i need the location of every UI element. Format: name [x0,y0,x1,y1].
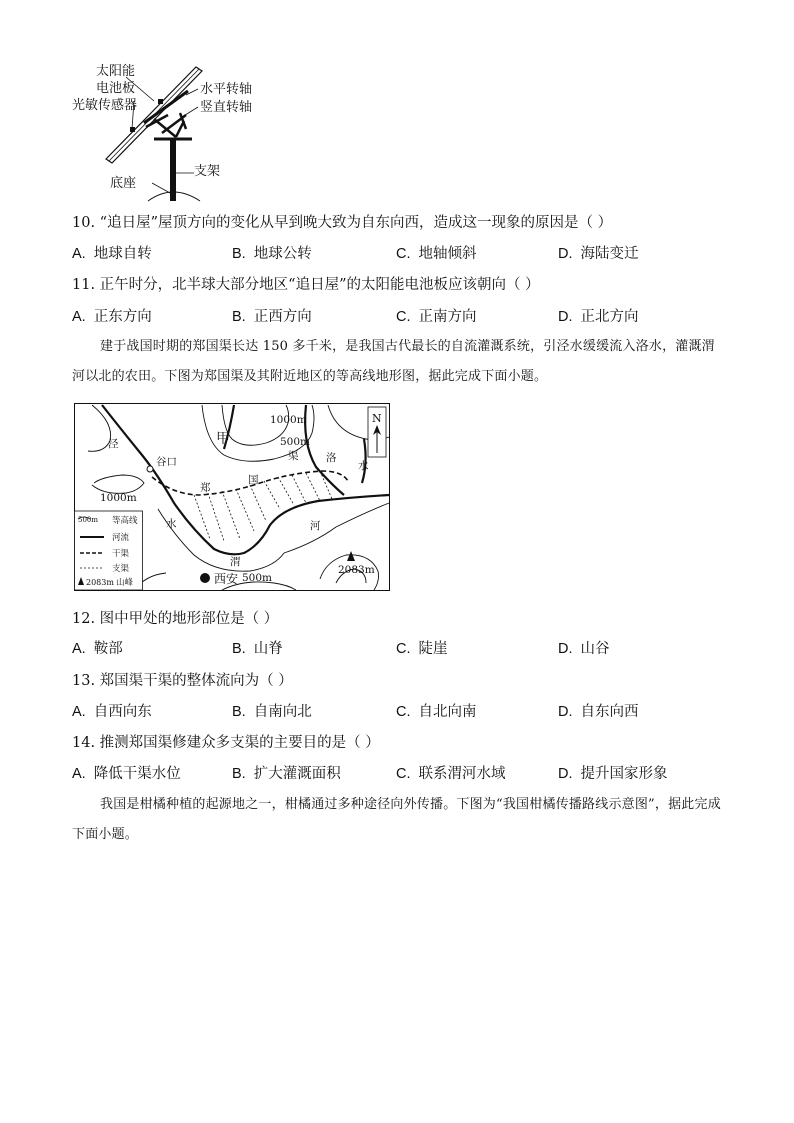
q13-option-a[interactable]: A. 自西向东 [72,704,152,720]
q12-option-c[interactable]: C. 陡崖 [396,641,448,657]
q13-option-d[interactable]: D. 自东向西 [558,704,639,720]
q12-option-d[interactable]: D. 山谷 [558,641,610,657]
q11-option-a[interactable]: A. 正东方向 [72,309,152,325]
q11-option-c[interactable]: C. 正南方向 [396,309,477,325]
sensor-label: 光敏传感器 [72,98,138,113]
contour-1000-top: 1000m [270,414,307,426]
q10-option-b[interactable]: B. 地球公转 [232,246,312,262]
shui-label-left: 水 [166,518,177,530]
q11-option-d[interactable]: D. 正北方向 [558,309,639,325]
contour-500-top: 500m [280,436,310,448]
valley-mouth-marker [147,466,153,472]
q10-option-d[interactable]: D. 海陆变迁 [558,246,639,262]
q14-option-b[interactable]: B. 扩大灌溉面积 [232,766,341,782]
xian-city-marker [200,573,210,583]
base-label: 底座 [110,176,137,191]
question-14-stem: 14. 推测郑国渠修建众多支渠的主要目的是（ ） [72,735,380,751]
q14-option-d[interactable]: D. 提升国家形象 [558,766,668,782]
guo-label: 国 [248,474,259,486]
question-11-stem: 11. 正午时分，北半球大部分地区“追日屋”的太阳能电池板应该朝向（ ） [72,277,540,293]
valley-mouth-label: 谷口 [156,456,177,468]
q10-option-c[interactable]: C. 地轴倾斜 [396,246,477,262]
q12-option-b[interactable]: B. 山脊 [232,641,283,657]
contour-500-bottom: 500m [242,572,272,584]
solar-panel-label-1: 太阳能 [96,64,136,79]
jia-label: 甲 [216,431,230,447]
xian-label: 西安 [214,572,239,586]
question-12-stem: 12. 图中甲处的地形部位是（ ） [72,611,279,627]
zheng-label: 郑 [200,482,211,494]
legend-main-canal: 干渠 [112,549,130,559]
light-sensor-icon [130,127,135,132]
q13-option-c[interactable]: C. 自北向南 [396,704,477,720]
q13-option-b[interactable]: B. 自南向北 [232,704,312,720]
legend-river: 河流 [112,533,130,543]
q11-option-b[interactable]: B. 正西方向 [232,309,312,325]
legend-branch-canal: 支渠 [112,564,130,574]
contour-map [74,403,390,591]
qu-label: 渠 [288,450,299,462]
contour-1000-left: 1000m [100,492,137,504]
horizontal-axis-label: 水平转轴 [200,82,253,97]
solar-panel-label-2: 电池板 [96,81,136,96]
q12-option-a[interactable]: A. 鞍部 [72,641,123,657]
q10-option-a[interactable]: A. 地球自转 [72,246,152,262]
vertical-axis-label: 竖直转轴 [200,100,253,115]
passage-citrus: 我国是柑橘种植的起源地之一，柑橘通过多种途径向外传播。下图为“我国柑橘传播路线示意图”，据此完成下面小题。 [72,797,721,842]
q14-option-c[interactable]: C. 联系渭河水域 [396,766,506,782]
wei-label: 渭 [230,556,241,568]
question-10-stem: 10. “追日屋”屋顶方向的变化从早到晚大致为自东向西，造成这一现象的原因是（ ） [72,215,613,231]
legend-peak-value: 2083m [86,578,114,587]
he-label: 河 [310,520,321,532]
bracket-label: 支架 [194,164,221,179]
north-label: N [372,412,382,425]
jing-label: 泾 [108,438,119,450]
legend-peak: 山峰 [116,578,134,588]
q14-option-a[interactable]: A. 降低干渠水位 [72,766,181,782]
legend-contour-value: 500m [78,516,98,524]
light-sensor-icon [158,99,163,104]
question-13-stem: 13. 郑国渠干渠的整体流向为（ ） [72,673,293,689]
peak-value: 2083m [338,564,375,576]
passage-zhengguo-canal: 建于战国时期的郑国渠长达 150 多千米，是我国古代最长的自流灌溉系统，引泾水缓缓流入洛水，灌溉渭河以北的农田。下图为郑国渠及其附近地区的等高线地形图，据此完成下面小题。 [72,339,715,384]
luo-label: 洛 [326,452,337,464]
map-legend [75,511,143,590]
solar-tracker-figure [70,55,270,203]
shui-label-right: 水 [358,460,369,472]
legend-contour: 等高线 [112,516,138,526]
